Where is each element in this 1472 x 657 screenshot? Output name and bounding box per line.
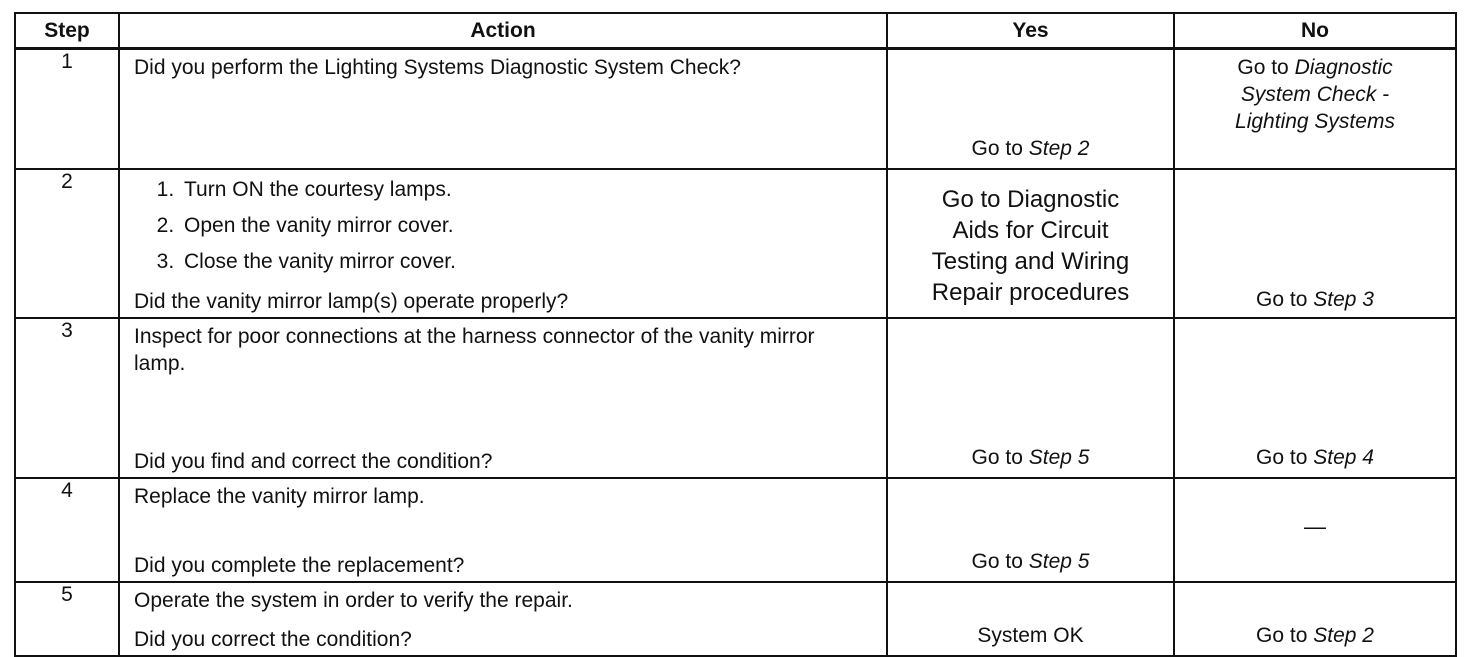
action-step-item: 3. Close the vanity mirror cover.: [180, 244, 886, 280]
table-row: [15, 582, 1456, 656]
action-cell: [119, 582, 887, 656]
header-action: Action: [119, 13, 887, 49]
action-steps-list: [120, 172, 886, 280]
yes-step-link[interactable]: Step 5: [1028, 550, 1090, 573]
question-text: Did you complete the replacement?: [134, 554, 465, 577]
table-row: [15, 478, 1456, 582]
question-text: Did you perform the Lighting Systems Diagnostic System Check?: [134, 56, 741, 79]
action-cell: [119, 49, 887, 170]
no-prefix: Go to: [1237, 56, 1295, 79]
no-cell: [1174, 478, 1456, 582]
table-row: [15, 49, 1456, 170]
no-step-link[interactable]: Step 4: [1313, 446, 1374, 469]
yes-prefix: Go to: [971, 137, 1029, 160]
no-prefix: Go to: [1256, 446, 1314, 469]
step-number: 4: [15, 478, 119, 582]
question-text: Did you correct the condition?: [134, 628, 412, 651]
header-no: No: [1174, 13, 1456, 49]
step-number: 1: [15, 49, 119, 170]
yes-cell: [887, 169, 1174, 318]
table-row: [15, 318, 1456, 478]
yes-reference: Go to Diagnostic Aids for Circuit Testing and Wiring Repair procedures: [931, 186, 1130, 306]
yes-prefix: Go to: [971, 446, 1029, 469]
action-text: Operate the system in order to verify the repair.: [134, 589, 573, 612]
step-number: 5: [15, 582, 119, 656]
action-cell: [119, 318, 887, 478]
no-prefix: Go to: [1256, 624, 1314, 647]
no-action-dash: —: [1304, 514, 1326, 539]
step-number: 3: [15, 318, 119, 478]
action-step-item: 1. Turn ON the courtesy lamps.: [180, 172, 886, 208]
no-cell: [1174, 169, 1456, 318]
yes-cell: [887, 478, 1174, 582]
header-row: [15, 13, 1456, 49]
action-text: Replace the vanity mirror lamp.: [134, 485, 425, 508]
yes-result: System OK: [977, 624, 1084, 647]
no-step-link[interactable]: Step 3: [1313, 288, 1374, 311]
no-step-link[interactable]: Step 2: [1313, 624, 1374, 647]
question-text: Did you find and correct the condition?: [134, 450, 493, 473]
action-cell: [119, 169, 887, 318]
no-cell: [1174, 49, 1456, 170]
no-reference-link[interactable]: Diagnostic System Check - Lighting Systems: [1235, 56, 1395, 133]
no-prefix: Go to: [1256, 288, 1314, 311]
header-step: Step: [15, 13, 119, 49]
diagnostic-table: [14, 12, 1457, 657]
table-row: [15, 169, 1456, 318]
action-cell: [119, 478, 887, 582]
yes-cell: [887, 49, 1174, 170]
yes-prefix: Go to: [971, 550, 1029, 573]
action-text: Inspect for poor connections at the harness connector of the vanity mirror lamp.: [134, 325, 815, 375]
action-step-item: 2. Open the vanity mirror cover.: [180, 208, 886, 244]
yes-step-link[interactable]: Step 2: [1028, 137, 1090, 160]
yes-cell: [887, 582, 1174, 656]
question-text: Did the vanity mirror lamp(s) operate properly?: [134, 290, 569, 313]
no-cell: [1174, 582, 1456, 656]
step-number: 2: [15, 169, 119, 318]
yes-step-link[interactable]: Step 5: [1028, 446, 1090, 469]
no-cell: [1174, 318, 1456, 478]
header-yes: Yes: [887, 13, 1174, 49]
yes-cell: [887, 318, 1174, 478]
